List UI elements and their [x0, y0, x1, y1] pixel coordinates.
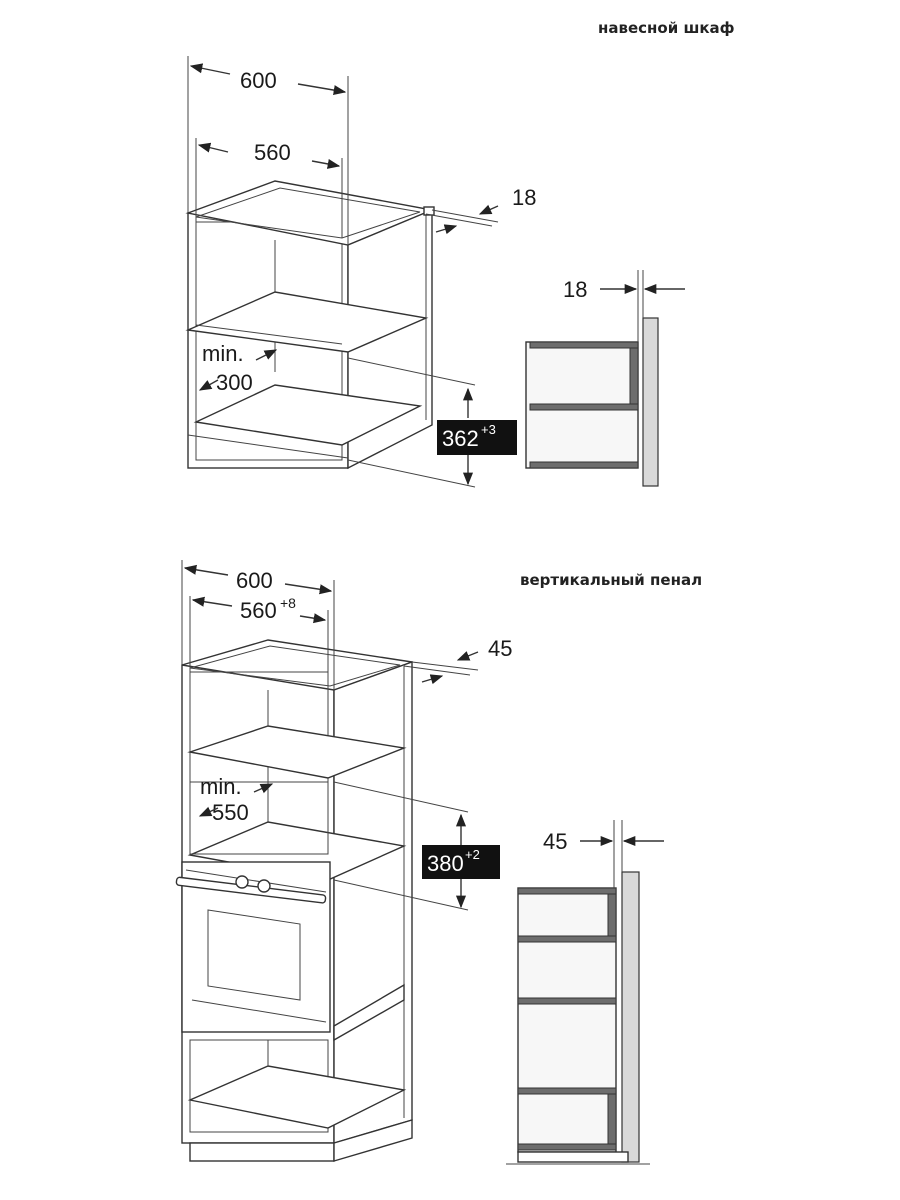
top-height-sup: +3 — [481, 422, 496, 437]
bottom-width-inner-label: 560 — [240, 598, 277, 623]
top-side-thickness-label: 18 — [563, 277, 588, 302]
top-cabinet-drawing — [188, 181, 434, 468]
bottom-min-depth-label: 550 — [212, 800, 249, 825]
bottom-cabinet-drawing — [176, 640, 412, 1161]
top-min-depth-label: 300 — [216, 370, 253, 395]
top-title: навесной шкаф — [598, 19, 735, 37]
top-width-inner-label: 560 — [254, 140, 291, 165]
bottom-min-label: min. — [200, 774, 242, 799]
bottom-side-view — [506, 820, 664, 1164]
top-thickness-label: 18 — [512, 185, 537, 210]
bottom-thickness-label: 45 — [488, 636, 513, 661]
bottom-width-inner-sup: +8 — [280, 595, 296, 611]
top-thickness-dim — [426, 185, 536, 232]
top-width-outer-label: 600 — [240, 68, 277, 93]
top-min-label: min. — [202, 341, 244, 366]
top-side-view — [526, 270, 685, 486]
bottom-thickness-dim — [404, 636, 512, 682]
bottom-side-thickness-label: 45 — [543, 829, 568, 854]
bottom-width-outer-label: 600 — [236, 568, 273, 593]
bottom-title: вертикальный пенал — [520, 571, 703, 589]
bottom-height-sup: +2 — [465, 847, 480, 862]
top-height-value: 362 — [442, 426, 479, 451]
bottom-height-value: 380 — [427, 851, 464, 876]
